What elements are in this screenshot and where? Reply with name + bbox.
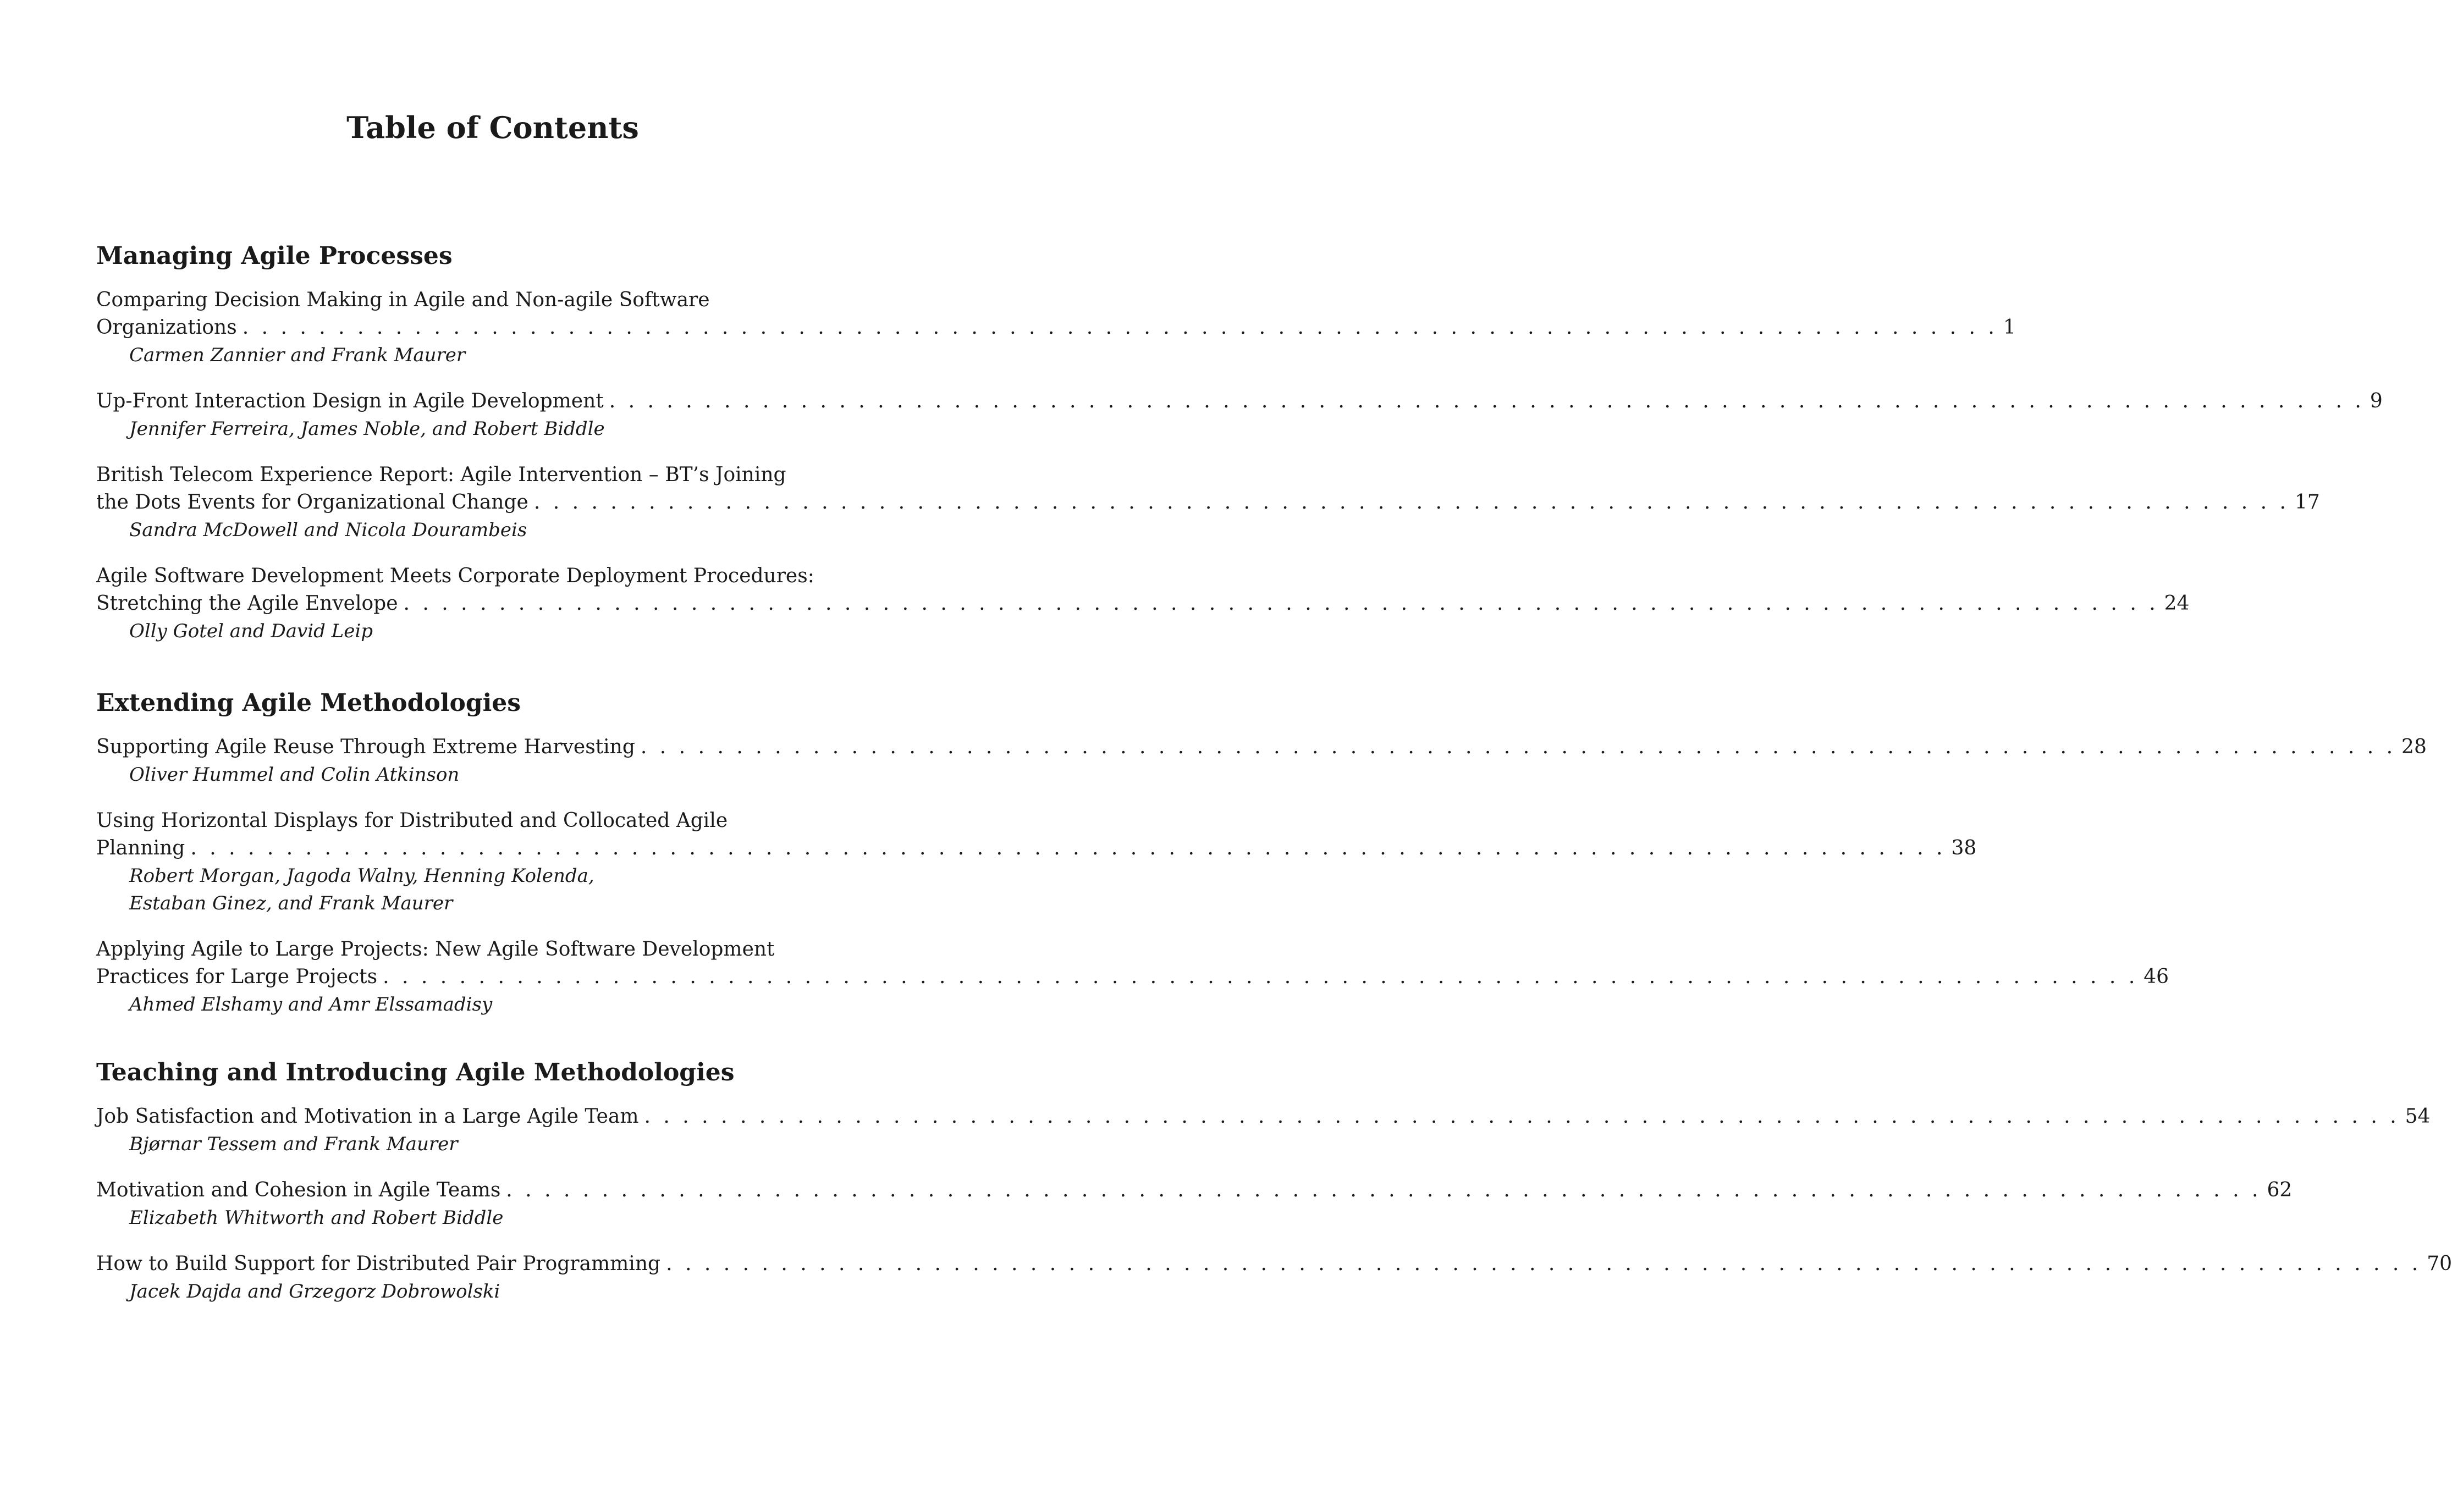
entry-title-line: How to Build Support for Distributed Pair Programming [96,1252,661,1275]
entry-authors: Estaban Ginez, and Frank Maurer [129,892,453,914]
page-number: 70 [2427,1252,2452,1275]
page-number: 1 [2003,316,2016,339]
entry-title-line: Planning [96,836,185,859]
page-number: 17 [2294,490,2320,514]
entry-title-line: Motivation and Cohesion in Agile Teams [96,1178,501,1201]
toc-section [96,242,2383,664]
leader-dots [404,590,2159,617]
entry-title-line: Organizations [96,316,237,339]
page-title: Table of Contents [346,110,639,145]
toc-section [96,1058,2452,1324]
leader-dots [190,835,1946,862]
entry-authors: Oliver Hummel and Colin Atkinson [129,763,460,786]
entry-authors: Bjørnar Tessem and Frank Maurer [129,1133,458,1155]
page-number: 46 [2144,965,2169,988]
entry-title-line: Up-Front Interaction Design in Agile Development [96,389,604,412]
leader-dots [243,314,1998,341]
entry-title-line: Practices for Large Projects [96,965,378,988]
entry-title-line: the Dots Events for Organizational Change [96,490,528,514]
entry-title-line: Stretching the Agile Envelope [96,592,398,615]
leader-dots [644,1103,2400,1130]
toc-entry[interactable] [96,1103,2431,1158]
entry-title-line: Job Satisfaction and Motivation in a Large Agile Team [96,1105,639,1128]
entry-authors: Sandra McDowell and Nicola Dourambeis [129,518,527,541]
leader-dots [534,489,2289,516]
leader-dots [666,1250,2421,1278]
page-number: 28 [2401,735,2427,758]
toc-entry[interactable] [96,807,1977,917]
toc-section [96,689,2427,1037]
page-number: 62 [2267,1178,2293,1201]
entry-title-line: Using Horizontal Displays for Distributed and Collocated Agile [96,809,728,832]
toc-entry[interactable] [96,562,2190,645]
toc-entry[interactable] [96,461,2320,544]
entry-authors: Ahmed Elshamy and Amr Elssamadisy [129,993,493,1016]
entry-title-line: Agile Software Development Meets Corporate Deployment Procedures: [96,564,814,587]
toc-entry[interactable] [96,733,2427,788]
toc-entry[interactable] [96,1250,2452,1305]
entry-authors: Robert Morgan, Jagoda Walny, Henning Kolenda, [129,864,594,887]
leader-dots [506,1177,2261,1204]
toc-entry[interactable] [96,1177,2293,1232]
page-number: 38 [1951,836,1977,859]
page-number: 54 [2405,1105,2431,1128]
entry-authors: Jennifer Ferreira, James Noble, and Robert Biddle [129,417,605,440]
page-number: 9 [2370,389,2383,412]
entry-title-line: Comparing Decision Making in Agile and Non-agile Software [96,288,710,311]
leader-dots [641,733,2396,761]
entry-title-line: Supporting Agile Reuse Through Extreme Harvesting [96,735,635,758]
toc-entry[interactable] [96,388,2383,443]
entry-authors: Jacek Dajda and Grzegorz Dobrowolski [129,1280,500,1303]
leader-dots [609,388,2365,415]
page-number: 24 [2164,592,2190,615]
entry-authors: Elizabeth Whitworth and Robert Biddle [129,1206,504,1229]
entry-authors: Carmen Zannier and Frank Maurer [129,344,466,366]
entry-title-line: Applying Agile to Large Projects: New Agile Software Development [96,937,775,961]
toc-entry[interactable] [96,286,2016,369]
section-heading: Teaching and Introducing Agile Methodologies [96,1058,735,1086]
entry-authors: Olly Gotel and David Leip [129,620,373,642]
entry-title-line: British Telecom Experience Report: Agile Intervention – BT’s Joining [96,463,786,486]
toc-entry[interactable] [96,936,2169,1018]
section-heading: Extending Agile Methodologies [96,689,521,717]
leader-dots [383,963,2138,991]
section-heading: Managing Agile Processes [96,242,453,270]
